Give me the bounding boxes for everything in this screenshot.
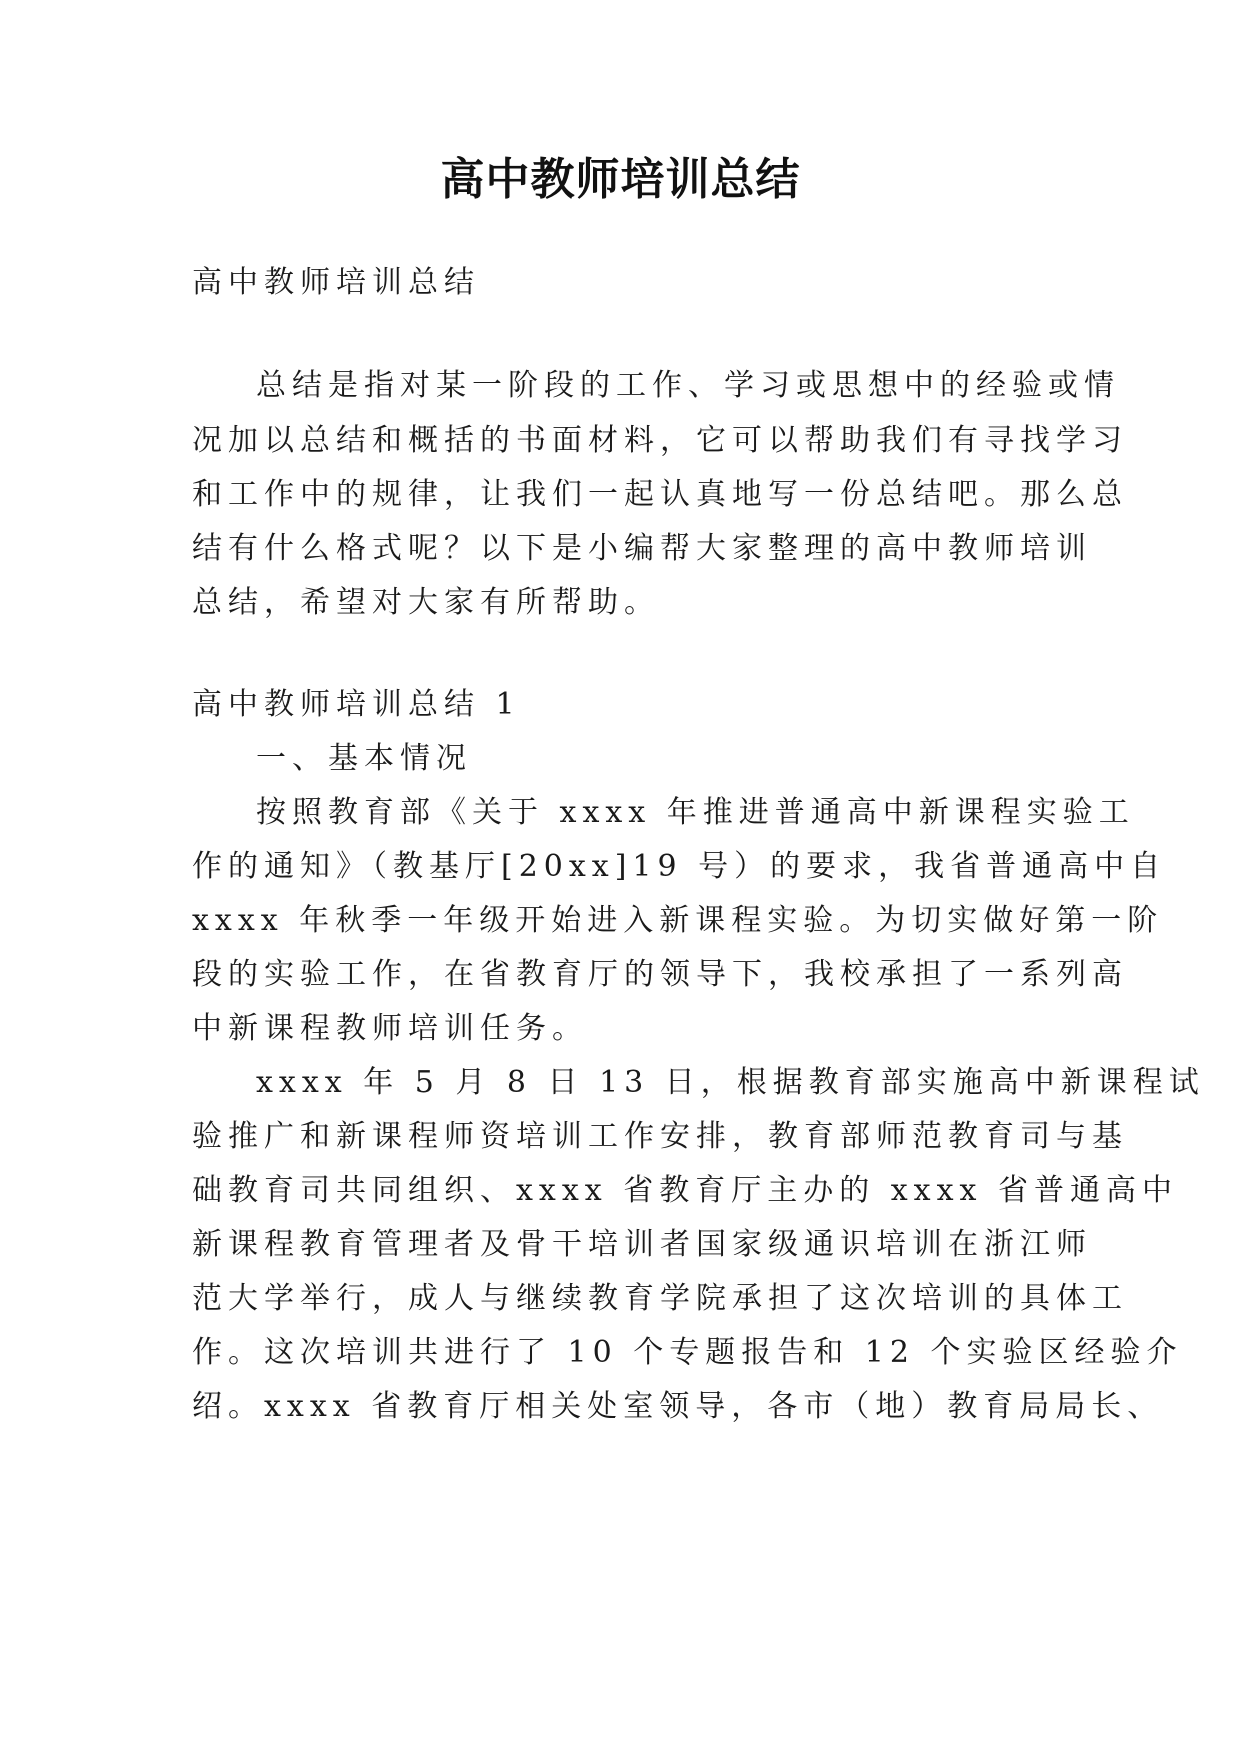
intro-line: 总结是指对某一阶段的工作、学习或思想中的经验或情 [256, 368, 1120, 403]
document-title: 高中教师培训总结 [440, 154, 801, 205]
section-heading: 高中教师培训总结 1 [192, 687, 521, 722]
paragraph-line: 段的实验工作，在省教育厅的领导下，我校承担了一系列高 [192, 957, 1128, 992]
paragraph-line: 验推广和新课程师资培训工作安排，教育部师范教育司与基 [192, 1119, 1128, 1154]
paragraph-line: 按照教育部《关于 xxxx 年推进普通高中新课程实验工 [256, 795, 1135, 830]
paragraph-line: xxxx 年秋季一年级开始进入新课程实验。为切实做好第一阶 [192, 903, 1164, 938]
paragraph-line: 作。这次培训共进行了 10 个专题报告和 12 个实验区经验介 [192, 1335, 1183, 1370]
paragraph-line: 础教育司共同组织、xxxx 省教育厅主办的 xxxx 省普通高中 [192, 1173, 1178, 1208]
paragraph-line: 中新课程教师培训任务。 [192, 1011, 588, 1046]
paragraph-line: xxxx 年 5 月 8 日 13 日，根据教育部实施高中新课程试 [256, 1065, 1205, 1100]
intro-line: 况加以总结和概括的书面材料，它可以帮助我们有寻找学习 [192, 423, 1128, 458]
paragraph-line: 范大学举行，成人与继续教育学院承担了这次培训的具体工 [192, 1281, 1128, 1316]
intro-line: 和工作中的规律，让我们一起认真地写一份总结吧。那么总 [192, 477, 1128, 512]
document-subtitle: 高中教师培训总结 [192, 265, 480, 300]
paragraph-line: 新课程教育管理者及骨干培训者国家级通识培训在浙江师 [192, 1227, 1092, 1262]
paragraph-line: 作的通知》（教基厅[20xx]19 号）的要求，我省普通高中自 [192, 849, 1167, 884]
subsection-heading: 一、基本情况 [256, 741, 472, 776]
intro-line: 结有什么格式呢？以下是小编帮大家整理的高中教师培训 [192, 531, 1092, 566]
intro-line: 总结，希望对大家有所帮助。 [192, 585, 660, 620]
paragraph-line: 绍。xxxx 省教育厅相关处室领导，各市（地）教育局局长、 [192, 1389, 1164, 1424]
